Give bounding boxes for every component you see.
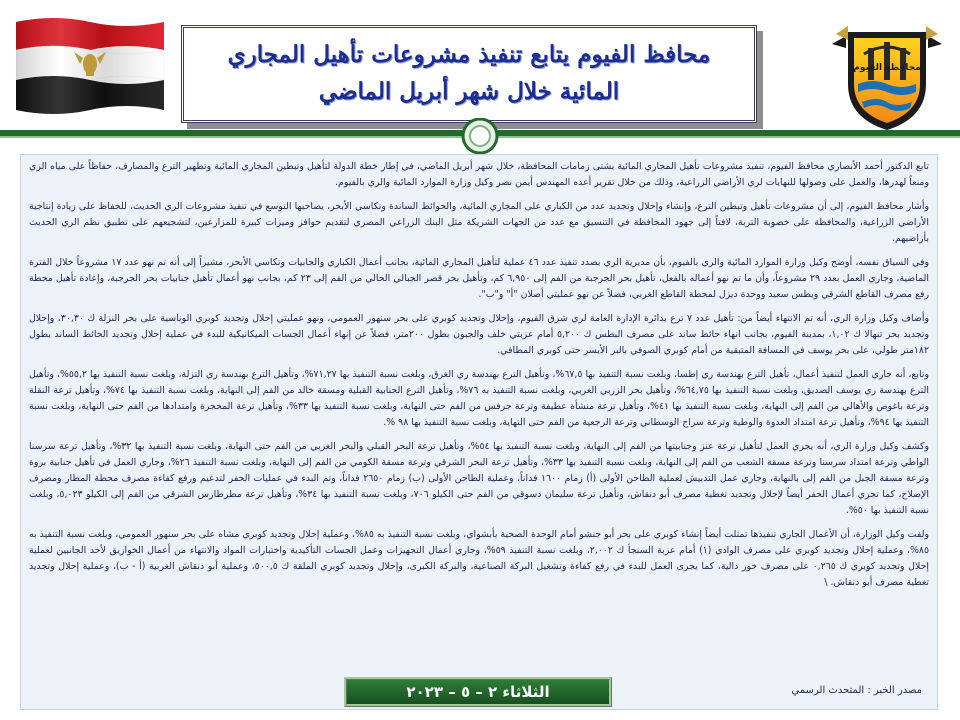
separator-ornament — [0, 118, 960, 158]
article-paragraph-1: تابع الدكتور أحمد الأنصاري محافظ الفيوم، تنفيذ مشروعات تأهيل المجاري المائية بشتى زمامات المحافظة، خلال شهر أبريل الماضي، في إطار خطة الدولة لتأهيل وتبطين المجاري المائية وتطهير الترع والمصارف، حفاظاً على مياه الري ومنعاً لهدرها، والعمل على وصولها للنهايات لري الأراضي الزراعية، وذلك من خلال تقرير أعده المهندس أيمن نصر وكيل وزارة الموارد المائية والري بالفيوم. — [29, 161, 929, 188]
article-paragraph-5: وتابع، أنه جاري العمل لتنفيذ أعمال، تأهيل الترع بهندسة ري إطسا، وبلغت نسبة التنفيذ بها ٦٧,٥%، وتأهيل الترع بهندسة ري الغرق، وبلغت نسبة التنفيذ بها ٧١,٢٧%، وتأهيل الترع بهندسة ري النزلة، وبلغت نسبة التنفيذ بها ٥٥,٢%، وتأهيل الترع بهندسة ري يوسف الصديق، وبلغت نسبة التنفيذ بها ٦٤,٧٥%، وتأهيل بحر الزربي الغربي، وبلغت نسبة التنفيذ به ٧٦%، وتأهيل الترع الجنابية القبلية ومسقة خالد من الفم إلى النهاية، وبلغت نسبة التنفيذ بها ٧٤%، وتأهيل ترعة النقلة وترعة باغوص والأهالي من الفم إلى النهاية، وبلغت نسبة التنفيذ بها ٤١%، وتأهيل ترعة منشأة عطيفة وترعة جرفس من الفم حتى النهاية، وبلغت نسبة التنفيذ بها ٣٣%، وتأهيل ترعة المحجرة وامتدادها من الفم حتى النهاية، وبلغت نسبة التنفيذ بها ٩٤%، وتأهيل ترعة امتداد العدوة والوطية وترعة سراج الوسطاني وترعة الرجعية من الفم حتى النهاية، وبلغت نسبة التنفيذ بها ٩٨ %. — [29, 369, 930, 428]
article-paragraph-4: وأضاف وكيل وزارة الري، أنه تم الانتهاء أيضاً من: تأهيل عدد ٧ ترع بدائرة الإدارة العامة لري شرق الفيوم، وإحلال وتجديد كوبري على بحر سنهور العمومي، ونهو عمليتي إحلال وتجديد كوبري الوناسية على بحر النزلة ك ٣٠,٣٠، وإحلال وتجديد بحر تنهالا ك ١,٠٢، بمدينة الفيوم، بجانب انهاء حائط ساند على مصرف البطس ك ٥,٢٠٠ أمام عزبتي خلف والجبون بطول ٢٠٠متر، فضلاً عن إنهاء أعمال الجسات الميكانيكية للبدء في عملية إحلال وتجديد الحائط الساند بطول ١٨٢متر طولي، على بحر يوسف في المسافة المتبقية من أمام كوبري الصوفي بالبر الأيسر حتى كوبري المطافي. — [29, 313, 929, 356]
article-body — [20, 154, 938, 710]
news-source: مصدر الخبر : المتحدث الرسمي — [791, 685, 922, 696]
egypt-flag-icon — [14, 14, 166, 116]
article-paragraph-7: ولفت وكيل الوزارة، أن الأعمال الجاري تنفيذها تمثلت أيضاً إنشاء كوبري على بحر أبو جنشو أمام الوحدة الصحية بأبشواي، وبلغت نسبة التنفيذ به ٨٥%، وعملية إحلال وتجديد كوبري مشاه على بحر سنهور العمومي، وبلغت نسبة التنفيذ به ٨٥%، وعملية إحلال وتجديد كوبري على مصرف الوادي (١) أمام عزبة السنجأ ك ٢,٠٠٢، وبلغت نسبة التنفيذ ٥٩%، وجاري أعمال التجهيزات وعمل الجسات التأكيدية واختبارات المواد والانتهاء من أعمال الخوازيق لأحد الجانبين لعملية إحلال وتجديد كوبري ك ٠,٢٦٥ على مصرف خور دالية، كما يجرى العمل للبدء في رفع كفاءة وتشغيل البركة الصناعية، والبركة الكبرى، وإحلال وتجديد كوبري الملقة ك ٥٠٠,٥، وعملية أبو دنقاش الغربية (أ - ب)، وعملية إحلال وتجديد تغطية مصرف أبو دنقاش. \ — [29, 529, 929, 588]
article-paragraph-6: وكشف وكيل وزارة الري، أنه يجري العمل لتأهيل ترعة عنز وجنابيتها من الفم إلى النهاية، وبلغت نسبة التنفيذ بها ٥٤%، وتأهيل ترعة البحر القبلي والبحر الغربي من الفم حتى النهاية، وبلغت نسبة التنفيذ بها ٣٢%، وتأهيل ترعة سرسنا الواطي وترعة امتداد سرسنا وترعة مسقة الشعب من الفم إلى النهاية، وبلغت نسبة التنفيذ بها ٣٣%، وتأهيل ترعة البحر الشرقي وترعة مسقة الكومي من الفم إلى النهاية، وبلغت نسبة التنفيذ ٢٦%، وجاري العمل في تأهيل جنابية بروة وترعة مسقة الجبل من الفم إلى بالنهاية، وجاري عمل التدبيش لعملية الطاحن الأولى (أ) زمام ١٦٠٠ فداناً، وعملية الطاحن الأولى (ب) زمام ٢٦٥٠ فداناً، وتم البدء في عمليات الحفر لتدعيم ورفع كفاءة مصرف محطة المطار ومصرف الإصلاح، كما تجري أعمال الحفر أيضاً لإحلال وتجديد تغطية مصرف أبو دنقاش، وتأهيل ترعة سليمان دسوقي من الفم حتى الكيلو ٧٠٦، وبلغت نسبة التنفيذ بها ٣٤%، وتأهيل ترعة مطرطارس الشرقي من الفم إلى الكيلو ٥,٠٢٣، وبلغت نسبة التنفيذ بها ٥٠%. — [29, 441, 930, 516]
article-paragraph-3: وفي السياق نفسه، أوضح وكيل وزارة الموارد المائية والري بالفيوم، بأن مديرية الري بصدد تنفيذ عدد ٤٦ عملية لتأهيل المجاري المائية، بجانب أعمال الكباري والجابيات وتكاسي الأبحر، مشيراً إلى أنه تم نهو عدد ١٧ مشروعاً خلال الفترة الماضية، وجاري العمل بعدد ٢٩ مشروعاً، وأن ما تم نهو أعماله بالفعل، تأهيل بحر الجرجبة من الفم إلى ٦,٩٥٠ كم، وتأهيل بحر قصر الجبالي الحالي من الفم إلى ٢٣ كم، بجانب نهو أعمال تأهيل جنابيات بحر الجرجبة، وإعادة تأهيل محطة رفع مصرف القاطع الشرقي ويطس سعيد ووحدة ديزل لمحطة القاطع الغربي، فضلاً عن نهو عمليتي أصلان "أ" و"ب". — [29, 257, 930, 300]
date-banner — [344, 677, 612, 707]
headline: محافظ الفيوم يتابع تنفيذ مشروعات تأهيل المجاري المائية خلال شهر أبريل الماضي — [227, 41, 711, 105]
irrigation-logo-icon — [828, 14, 946, 134]
article-paragraph-2: وأشار محافظ الفيوم، إلى أن مشروعات تأهيل وتبطين الترع، وإنشاء وإحلال وتجديد عدد من الكباري على المجاري المائية، والحوائط الساندة وتكاسي الأبحر، يصاحبها التوسع في تنفيذ مشروعات الري الحديث، للحفاظ على زيادة إنتاجية الأراضي الزراعية، والمحافظة على خصوبة التربة، لافتاً إلى جهود المحافظة في التنسيق مع عدد من الجهات الشريكة مثل البنك الزراعي المصري لتقديم حوافز وميزات كبيرة للمزارعين، لتشجيعهم على تطبيق نظم الري الحديث بأراضيهم. — [29, 201, 929, 244]
logo-text: محافظة الفيوم — [853, 63, 921, 73]
headline-box — [181, 25, 757, 123]
date-text: الثلاثاء ٢ – ٥ – ٢٠٢٣ — [406, 683, 550, 701]
